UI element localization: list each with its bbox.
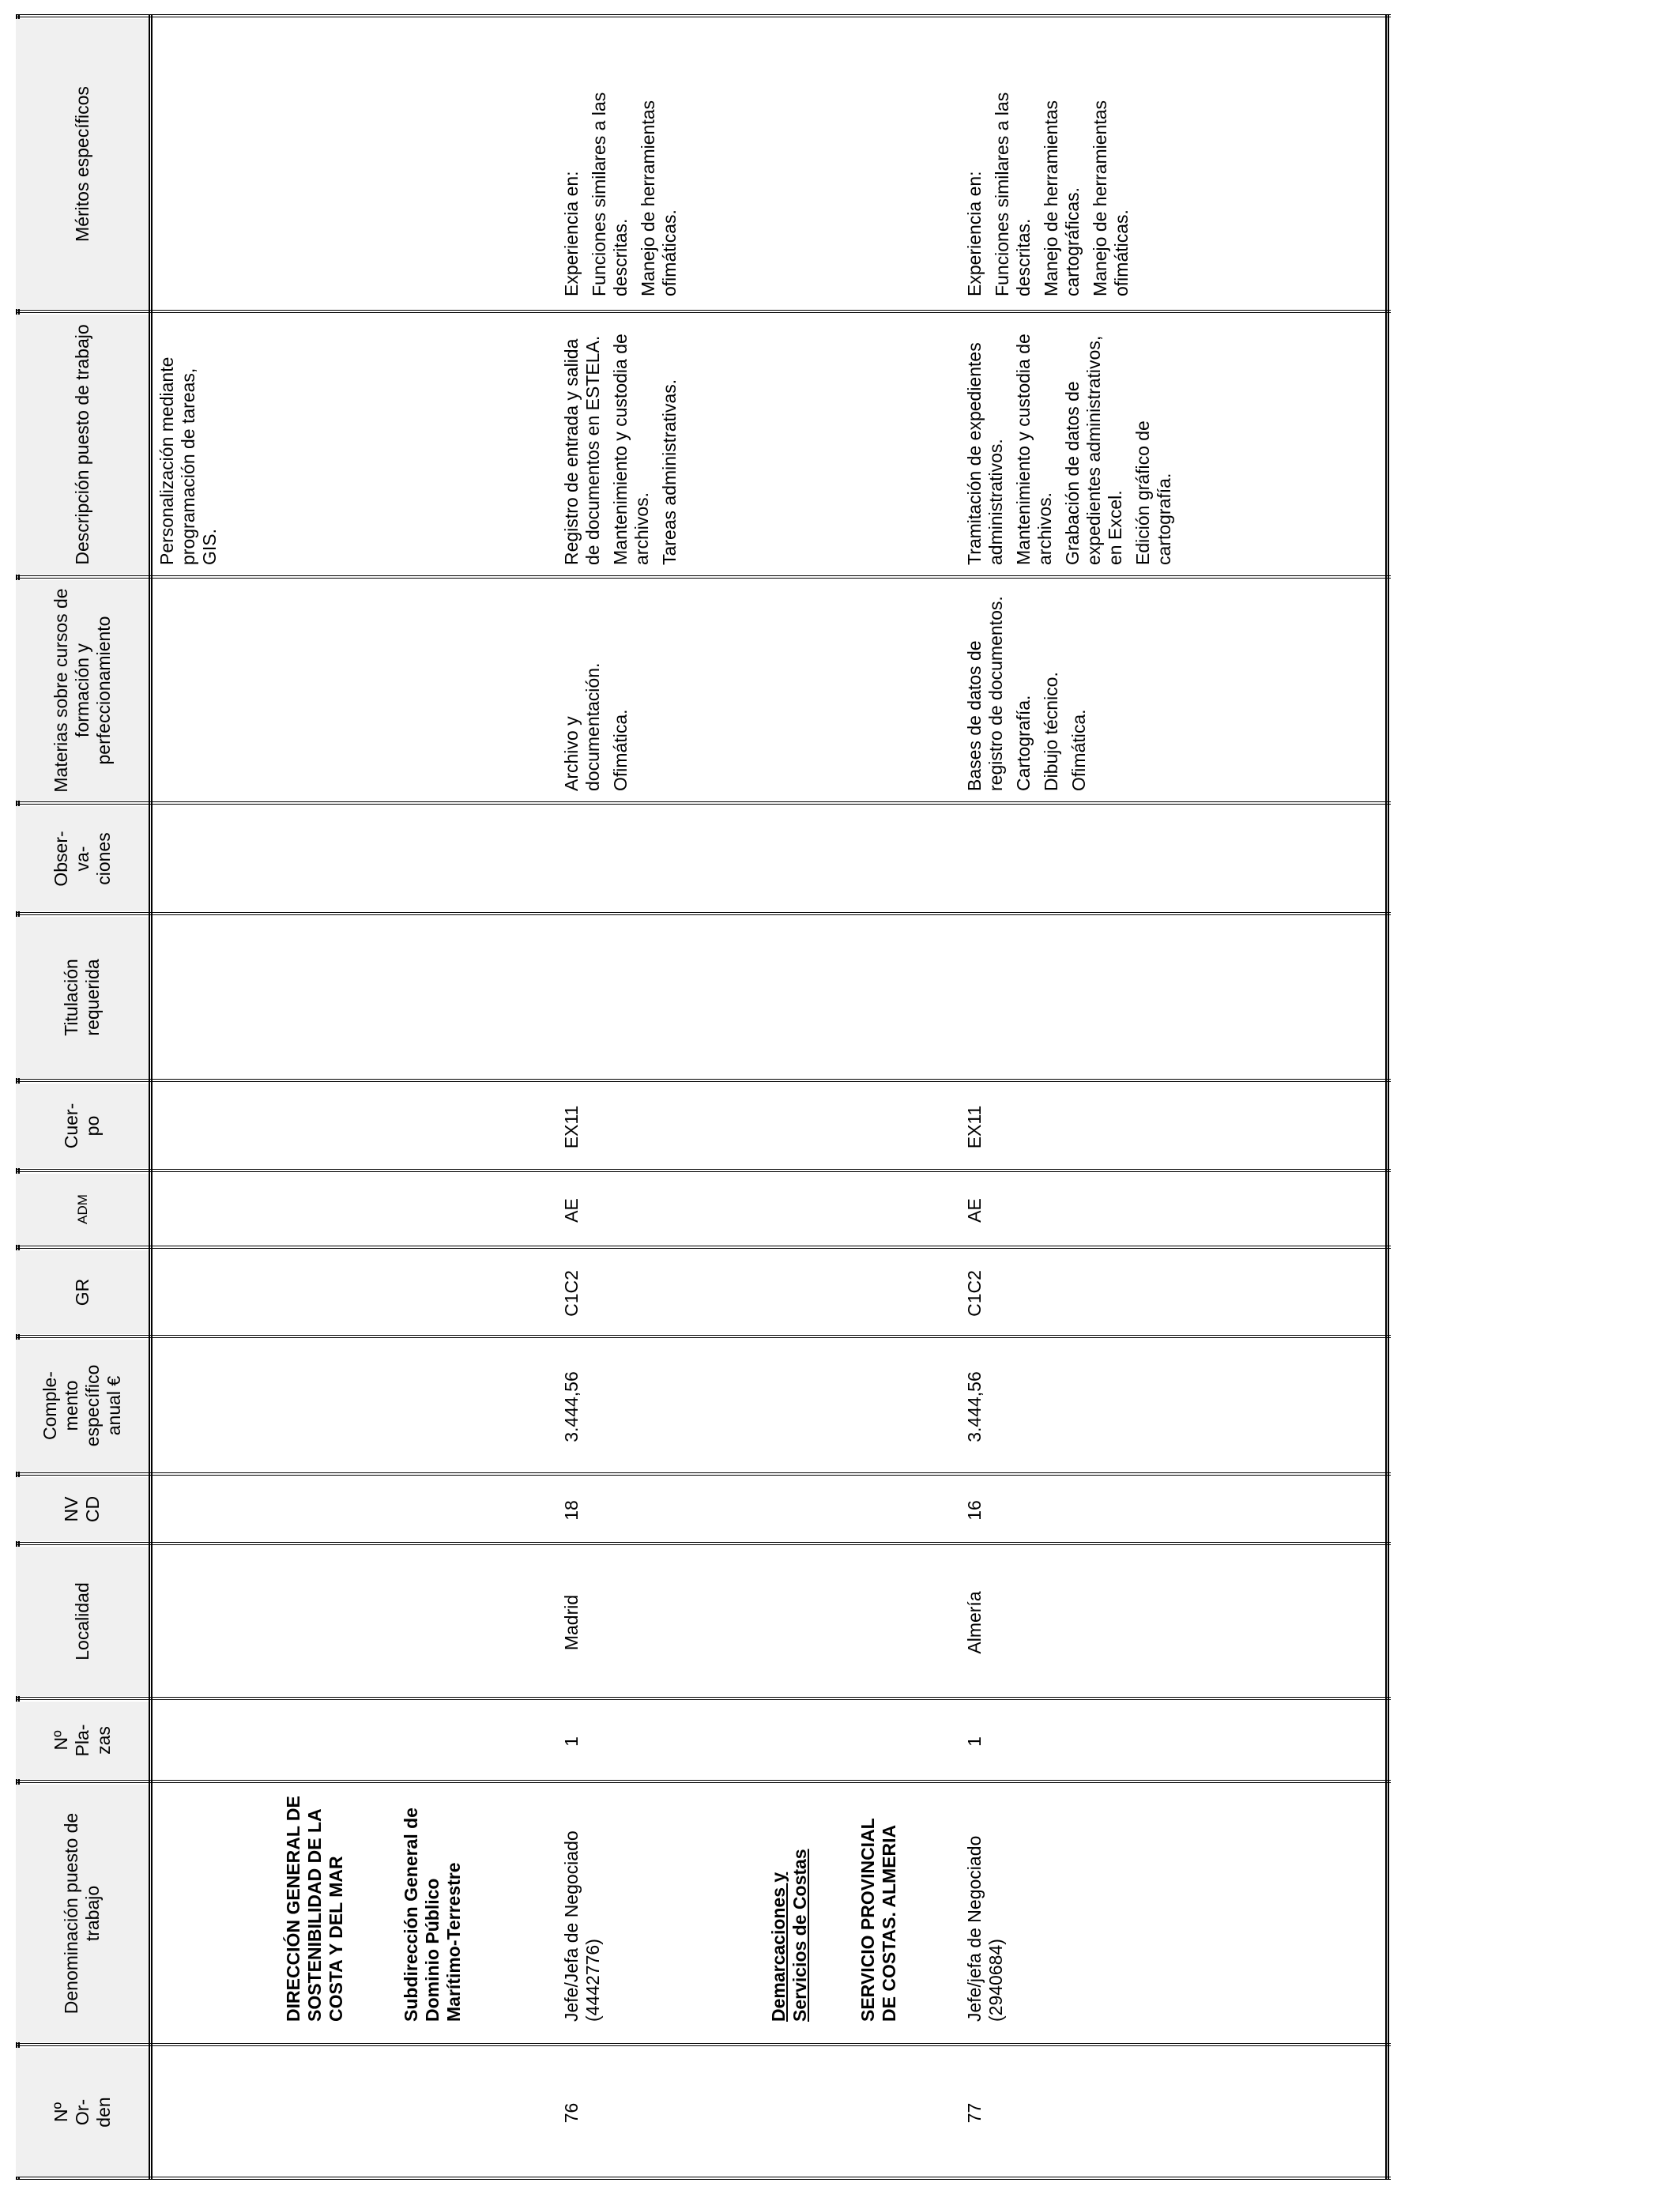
descripcion-item: Tramitación de expedientes administrativos.: [964, 342, 1006, 565]
column-divider: [16, 1780, 1391, 1783]
header-complemento: Comple- mento específico anual €: [16, 1340, 149, 1472]
header-nivel: NV CD: [16, 1477, 149, 1541]
row-grupo: C1C2: [964, 1270, 985, 1317]
row-complemento: 3.444,56: [561, 1371, 582, 1442]
row-nivel: 18: [561, 1500, 582, 1521]
header-adm: ADM: [16, 1174, 149, 1245]
materia-item: Cartografía.: [1013, 695, 1034, 791]
header-titulacion: Titulación requerida: [16, 917, 149, 1078]
table-border-bottom: [1385, 14, 1389, 2180]
row-orden: 77: [964, 2102, 985, 2124]
row-meritos: [561, 24, 687, 296]
row-plazas: 1: [561, 1736, 582, 1747]
header-separator: [149, 14, 153, 2180]
merito-item: Manejo de herramientas cartográficas.: [1041, 100, 1083, 296]
row-localidad: Almería: [964, 1591, 985, 1654]
section-servicio-provincial: SERVICIO PROVINCIAL DE COSTAS. ALMERIA: [857, 1818, 899, 2022]
descripcion-item: Edición gráfico de cartografía.: [1132, 420, 1174, 565]
row-materias: [964, 586, 1096, 791]
column-divider: [16, 1246, 1391, 1249]
merito-item: Funciones similares a las descritas.: [992, 92, 1034, 296]
row-complemento: 3.444,56: [964, 1371, 985, 1442]
header-plazas: Nº Pla- zas: [16, 1702, 149, 1779]
column-divider: [16, 1472, 1391, 1476]
row-materias: [561, 586, 638, 791]
row-denominacion: Jefe/jefa de Negociado (2940684): [964, 1835, 1006, 2022]
table-border-right: [16, 14, 1391, 17]
header-materias: Materias sobre cursos de formación y perfeccionamiento: [16, 580, 149, 801]
materia-item: Ofimática.: [610, 709, 631, 791]
header-cuerpo: Cuer- po: [16, 1084, 149, 1168]
row-cuerpo: EX11: [964, 1105, 985, 1149]
section-demarcaciones: Demarcaciones y Servicios de Costas: [768, 1849, 810, 2022]
merito-item: Experiencia en:: [964, 171, 985, 296]
column-divider: [16, 1079, 1391, 1082]
header-localidad: Localidad: [16, 1547, 149, 1696]
descripcion-item: Registro de entrada y salida de documentos en ESTELA.: [561, 335, 603, 565]
column-divider: [16, 801, 1391, 805]
descripcion-item: Mantenimiento y custodia de archivos.: [610, 334, 652, 565]
row-adm: AE: [561, 1198, 582, 1223]
row-descripcion: [561, 324, 687, 565]
merito-item: Experiencia en:: [561, 171, 582, 296]
column-divider: [16, 1542, 1391, 1545]
materia-item: Bases de datos de registro de documentos.: [964, 596, 1006, 791]
intro-description: Personalización mediante programación de tareas, GIS.: [156, 356, 220, 565]
column-divider: [16, 1169, 1391, 1172]
column-divider: [16, 575, 1391, 579]
header-meritos: Méritos específicos: [16, 19, 149, 309]
row-cuerpo: EX11: [561, 1105, 582, 1149]
section-subdireccion: Subdirección General de Dominio Público Marítimo-Terrestre: [401, 1808, 464, 2022]
section-direccion-general: DIRECCIÓN GENERAL DE SOSTENIBILIDAD DE LA COSTA Y DEL MAR: [283, 1796, 346, 2022]
row-meritos: [964, 24, 1139, 296]
row-descripcion: [964, 324, 1181, 565]
row-plazas: 1: [964, 1736, 985, 1747]
row-localidad: Madrid: [561, 1594, 582, 1651]
row-grupo: C1C2: [561, 1270, 582, 1317]
header-orden: Nº Or- den: [16, 2048, 149, 2177]
column-divider: [16, 310, 1391, 313]
merito-item: Funciones similares a las descritas.: [589, 92, 631, 296]
column-divider: [16, 1335, 1391, 1338]
column-divider: [16, 912, 1391, 915]
table-border-left: [16, 2177, 1391, 2180]
row-nivel: 16: [964, 1500, 985, 1521]
descripcion-item: Grabación de datos de expedientes administrativos, en Excel.: [1062, 335, 1125, 565]
descripcion-item: Tareas administrativas.: [659, 379, 680, 565]
merito-item: Manejo de herramientas ofimáticas.: [1090, 100, 1132, 296]
materia-item: Ofimática.: [1068, 709, 1089, 791]
header-denominacion: Denominación puesto de trabajo: [16, 1785, 149, 2042]
column-divider: [16, 2043, 1391, 2046]
header-descripcion: Descripción puesto de trabajo: [16, 315, 149, 575]
row-orden: 76: [561, 2102, 582, 2124]
header-observaciones: Obser- va- ciones: [16, 806, 149, 911]
header-grupo: GR: [16, 1250, 149, 1334]
materia-item: Dibujo técnico.: [1041, 672, 1061, 791]
column-divider: [16, 1697, 1391, 1700]
merito-item: Manejo de herramientas ofimáticas.: [638, 100, 680, 296]
descripcion-item: Mantenimiento y custodia de archivos.: [1013, 334, 1055, 565]
row-denominacion: Jefe/Jefa de Negociado (4442776): [561, 1830, 603, 2022]
row-adm: AE: [964, 1198, 985, 1223]
materia-item: Archivo y documentación.: [561, 662, 603, 791]
job-positions-table: [16, 14, 1391, 2180]
